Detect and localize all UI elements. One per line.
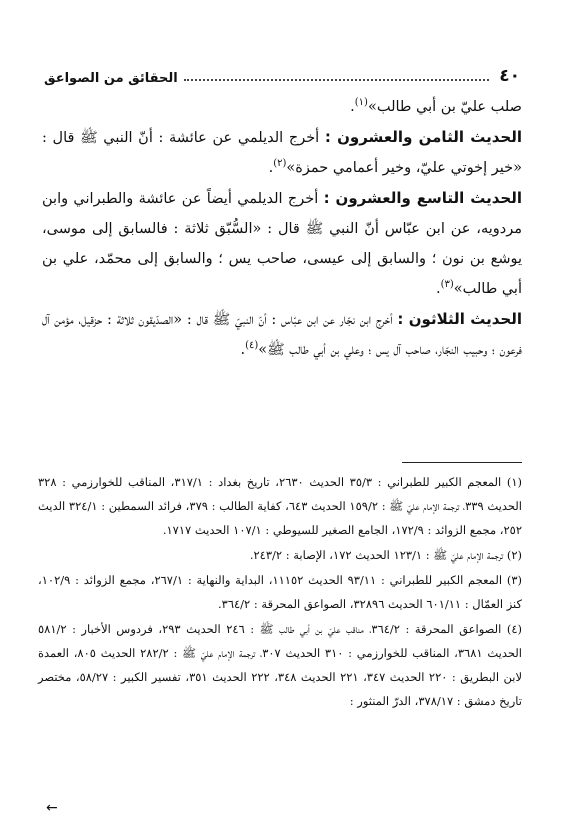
hadith-30 xyxy=(42,304,522,365)
header-leader-dots xyxy=(184,79,490,81)
hadith-heading: الحديث الثامن والعشرون : xyxy=(324,128,522,146)
paragraph-1 xyxy=(42,92,522,122)
book-title: الحقائق من الصواعق xyxy=(44,71,178,86)
hadith-text: أخرج الديلمي عن عائشة : أنّ النبي ﷺ قال : «خير إخوتي عليّ، وخير أعمامي حمزة» xyxy=(42,130,522,176)
page-number: ٤٠ xyxy=(499,66,520,86)
footnote-separator xyxy=(402,462,522,463)
main-text xyxy=(42,92,522,365)
hadith-text: أخرج الديلمي أيضاً عن عائشة والطبراني وابن مردويه، عن ابن عبّاس أنّ النبي ﷺ قال : «السُّبّق ثلاثة : فالسابق إلى موسى، يوشع بن نون ؛ والسابق إلى عيسى، صاحب يس ؛ والسابق إلى محمّد، علي بن أبي طالب» xyxy=(42,191,522,297)
text: . xyxy=(268,160,274,176)
footnotes xyxy=(38,470,522,714)
text: صلب عليّ بن أبي طالب» xyxy=(367,99,522,115)
hadith-heading: الحديث التاسع والعشرون : xyxy=(323,189,522,207)
hadith-heading: الحديث الثلاثون : xyxy=(397,310,522,328)
footnote-ref-1: (١) xyxy=(354,97,368,109)
footnote-1: (١) المعجم الكبير للطبراني : ٣٥/٣ الحديث ٢٦٣٠، تاريخ بغداد : ٣١٧/١، المناقب للخوارزمي : ٣٢٨ الحديث ٣٣٩، ترجمة الإمام عليّ ﷺ : ١٥٩/٢ الحديث ٦٤٣، كفاية الطالب : ٣٧٩، فرائد السمطين : ٣٢٤/١ الديث ٢٥٢، مجمع الزوائد : ١٧٢/٩، الجامع الصغير للسيوطي : ١٠٧/١ الحديث ١٧١٧. xyxy=(38,475,523,537)
footnote-2: (٢) ترجمة الإمام عليّ ﷺ : ١٢٣/١ الحديث ١٧٢، الإصابة : ٢٤٣/٢. xyxy=(249,548,522,562)
continuation-arrow-icon: ← xyxy=(46,800,58,816)
hadith-text: أخرج ابن نجّار عن ابن عبّاس : أنّ النبيّ ﷺ قال : «الصدّيقون ثلاثة : حزقيل، مؤمن آل فرعون ؛ وحبيب النجّار، صاحب آل يس ؛ وعلي بن أبي طالب ﷺ» xyxy=(42,312,522,358)
hadith-29 xyxy=(42,183,522,304)
footnote-3: (٣) المعجم الكبير للطبراني : ٩٣/١١ الحديث ١١١٥٢، البداية والنهاية : ٢٦٧/١، مجمع الزوائد : ١٠٢/٩، كنز العمّال : ٦٠١/١١ الحديث ٣٢٨٩٦، الصواعق المحرقة : ٣٦٤/٢. xyxy=(38,573,522,611)
text: . xyxy=(350,99,355,115)
footnote-ref-4: (٤) xyxy=(245,340,259,352)
footnote-ref-2: (٢) xyxy=(273,158,287,170)
footnote-ref-3: (٣) xyxy=(440,279,454,291)
hadith-28 xyxy=(42,122,522,183)
text: . xyxy=(240,342,246,358)
text: . xyxy=(435,281,441,297)
running-header xyxy=(44,64,520,86)
footnote-4: (٤) الصواعق المحرقة : ٣٦٤/٢، مناقب عليّ بن أبي طالب ﷺ : ٢٤٦ الحديث ٢٩٣، فردوس الأخبار : ٥٨١/٢ الحديث ٣٦٨١، المناقب للخوارزمي : ٣١٠ الحديث ٣٠٧، ترجمة الإمام عليّ ﷺ : ٢٨٢/٢ الحديث ٨٠٥، العمدة لابن البطريق : ٢٢٠ الحديث ٣٤٧، ٢٢١ الحديث ٣٤٨، ٢٢٢ الحديث ٣٥١، تفسير الكبير : ٥٨/٢٧، مختصر تاريخ دمشق : ٣٧٨/١٧، الدرّ المنثور : xyxy=(38,622,522,708)
